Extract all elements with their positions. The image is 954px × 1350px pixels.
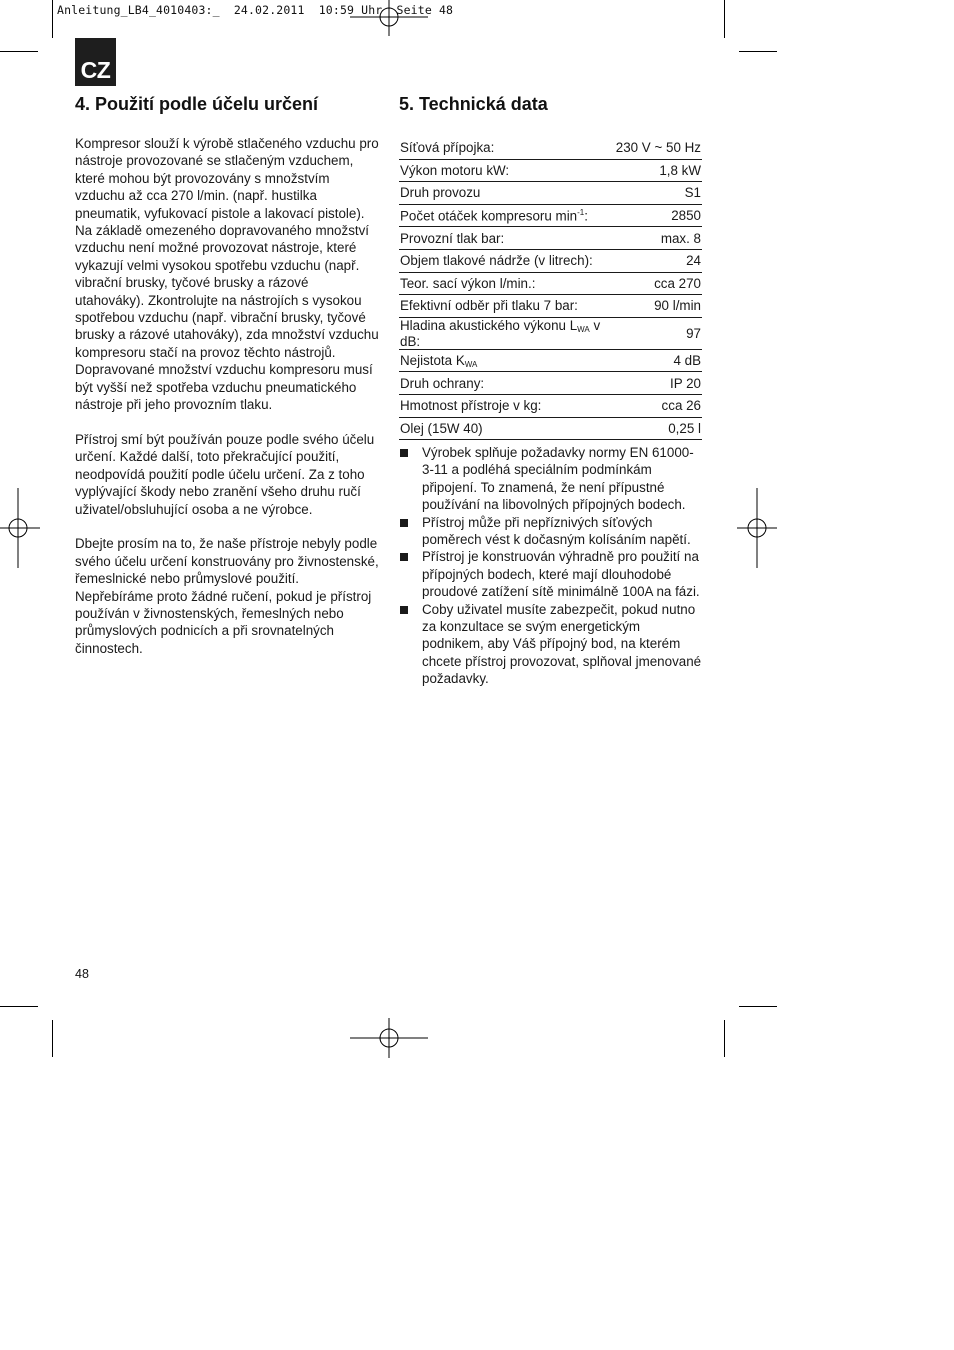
notes-list bbox=[399, 444, 704, 688]
spec-label: Teor. sací výkon l/min.: bbox=[399, 272, 615, 295]
table-row bbox=[399, 295, 702, 318]
spec-value: IP 20 bbox=[615, 372, 702, 395]
table-row bbox=[399, 272, 702, 295]
spec-label: Počet otáček kompresoru $\min^{-1}$: bbox=[399, 204, 615, 227]
spec-value: max. 8 bbox=[615, 227, 702, 250]
page-number: 48 bbox=[75, 967, 89, 981]
spec-label: Objem tlakové nádrže (v litrech): bbox=[399, 249, 615, 272]
crop-mark bbox=[724, 0, 725, 38]
spec-value: 97 bbox=[615, 317, 702, 349]
spec-label: Hmotnost přístroje v kg: bbox=[399, 394, 615, 417]
spec-value: cca 270 bbox=[615, 272, 702, 295]
crop-mark bbox=[739, 51, 777, 52]
spec-value: 230 V ~ 50 Hz bbox=[615, 137, 702, 159]
spec-value: cca 26 bbox=[615, 394, 702, 417]
section-heading-intended-use: 4. Použití podle účelu určení bbox=[75, 94, 319, 114]
spec-value: 0,25 l bbox=[615, 417, 702, 440]
paragraph: Přístroj smí být používán pouze podle svého účelu určení. Každé další, toto překračující použití, neodpovídá použití podle účelu určení. Za z toho vyplývající škody nebo zranění všeho druhu ručí uživatel/obsluhující osoba a ne výrobce. bbox=[75, 431, 375, 517]
spec-label: Nejistota $K_{WA}$ bbox=[399, 349, 615, 372]
intended-use-text bbox=[75, 135, 380, 675]
spec-label: Síťová přípojka: bbox=[399, 137, 615, 159]
crop-mark bbox=[52, 1020, 53, 1057]
spec-value: 2850 bbox=[615, 204, 702, 227]
spec-label: Olej (15W 40) bbox=[399, 417, 615, 440]
registration-mark-icon bbox=[0, 488, 40, 568]
list-item: Výrobek splňuje požadavky normy EN 61000-3-11 a podléhá speciálním podmínkám připojení. To znamená, že není přípustné používání na libovolných přípojných bodech. bbox=[399, 444, 704, 514]
spec-label: Provozní tlak bar: bbox=[399, 227, 615, 250]
table-row bbox=[399, 182, 702, 205]
registration-mark-icon bbox=[350, 0, 428, 40]
spec-label: Efektivní odběr při tlaku 7 bar: bbox=[399, 295, 615, 318]
crop-mark bbox=[52, 0, 53, 38]
list-item: Přístroj může při nepříznivých síťových poměrech vést k dočasným kolísáním napětí. bbox=[399, 514, 704, 549]
section-heading-technical-data: 5. Technická data bbox=[399, 94, 548, 114]
table-row bbox=[399, 349, 702, 372]
spec-value: S1 bbox=[615, 182, 702, 205]
crop-mark bbox=[0, 51, 38, 52]
technical-data-table bbox=[399, 137, 702, 440]
print-slug: Anleitung_LB4_4010403:_ 24.02.2011 10:59 Uhr Seite 48 bbox=[57, 3, 454, 17]
square-bullet-icon bbox=[400, 553, 408, 561]
table-row bbox=[399, 249, 702, 272]
table-row bbox=[399, 227, 702, 250]
table-row bbox=[399, 417, 702, 440]
paragraph: Dbejte prosím na to, že naše přístroje nebyly podle svého účelu určení konstruovány pro živnostenské, řemeslnické nebo průmyslové použití. Nepřebíráme proto žádné ručení, pokud je přístroj používán v živnostenských, řemeslných nebo průmyslových podnicích a při srovnatelných činnostech. bbox=[75, 536, 379, 656]
registration-mark-icon bbox=[350, 1018, 428, 1058]
spec-label: Výkon motoru kW: bbox=[399, 159, 615, 182]
spec-value: 90 l/min bbox=[615, 295, 702, 318]
spec-label: Hladina akustického výkonu $L_{WA}$ v dB: bbox=[399, 317, 615, 349]
table-row bbox=[399, 317, 702, 349]
table-row bbox=[399, 204, 702, 227]
spec-value: 1,8 kW bbox=[615, 159, 702, 182]
spec-label: Druh ochrany: bbox=[399, 372, 615, 395]
table-row bbox=[399, 137, 702, 159]
spec-label: Druh provozu bbox=[399, 182, 615, 205]
list-item: Přístroj je konstruován výhradně pro použití na přípojných bodech, které mají dlouhodobé proudové zatížení sítě minimálně 100A na fázi. bbox=[399, 548, 704, 600]
list-item: Coby uživatel musíte zabezpečit, pokud nutno za konzultace se svým energetickým podnikem, aby Váš přípojný bod, na kterém chcete přístroj provozovat, splňoval jmenované požadavky. bbox=[399, 601, 704, 688]
square-bullet-icon bbox=[400, 519, 408, 527]
registration-mark-icon bbox=[737, 488, 777, 568]
square-bullet-icon bbox=[400, 606, 408, 614]
paragraph: Kompresor slouží k výrobě stlačeného vzduchu pro nástroje provozované se stlačeným vzduchem, které mohou být provozovány s množstvím vzduchu až cca 270 l/min. (např. hustilka pneumatik, vyfukovací pistole a lakovací pistole). Na základě omezeného dopravovaného množství vzduchu není možné provozovat nástroje, které vykazují velmi vysokou spotřebu vzduchu (např. vibrační brusky, tyčové brusky a rázové utahováky). Zkontrolujte na nástrojích s vysokou spotřebou vzduchu (např. vibrační brusky, tyčové brusky a rázové utahováky), zda množství vzduchu kompresoru stačí na provoz těchto nástrojů. Dopravované množství vzduchu kompresoru musí být vyšší než spotřeba vzduchu pneumatického nástroje při jeho provozním tlaku. bbox=[75, 136, 379, 413]
crop-mark bbox=[724, 1020, 725, 1057]
crop-mark bbox=[739, 1006, 777, 1007]
spec-value: 24 bbox=[615, 249, 702, 272]
language-badge: CZ bbox=[75, 38, 116, 86]
table-row bbox=[399, 372, 702, 395]
square-bullet-icon bbox=[400, 449, 408, 457]
table-row bbox=[399, 159, 702, 182]
crop-mark bbox=[0, 1006, 38, 1007]
spec-value: 4 dB bbox=[615, 349, 702, 372]
table-row bbox=[399, 394, 702, 417]
